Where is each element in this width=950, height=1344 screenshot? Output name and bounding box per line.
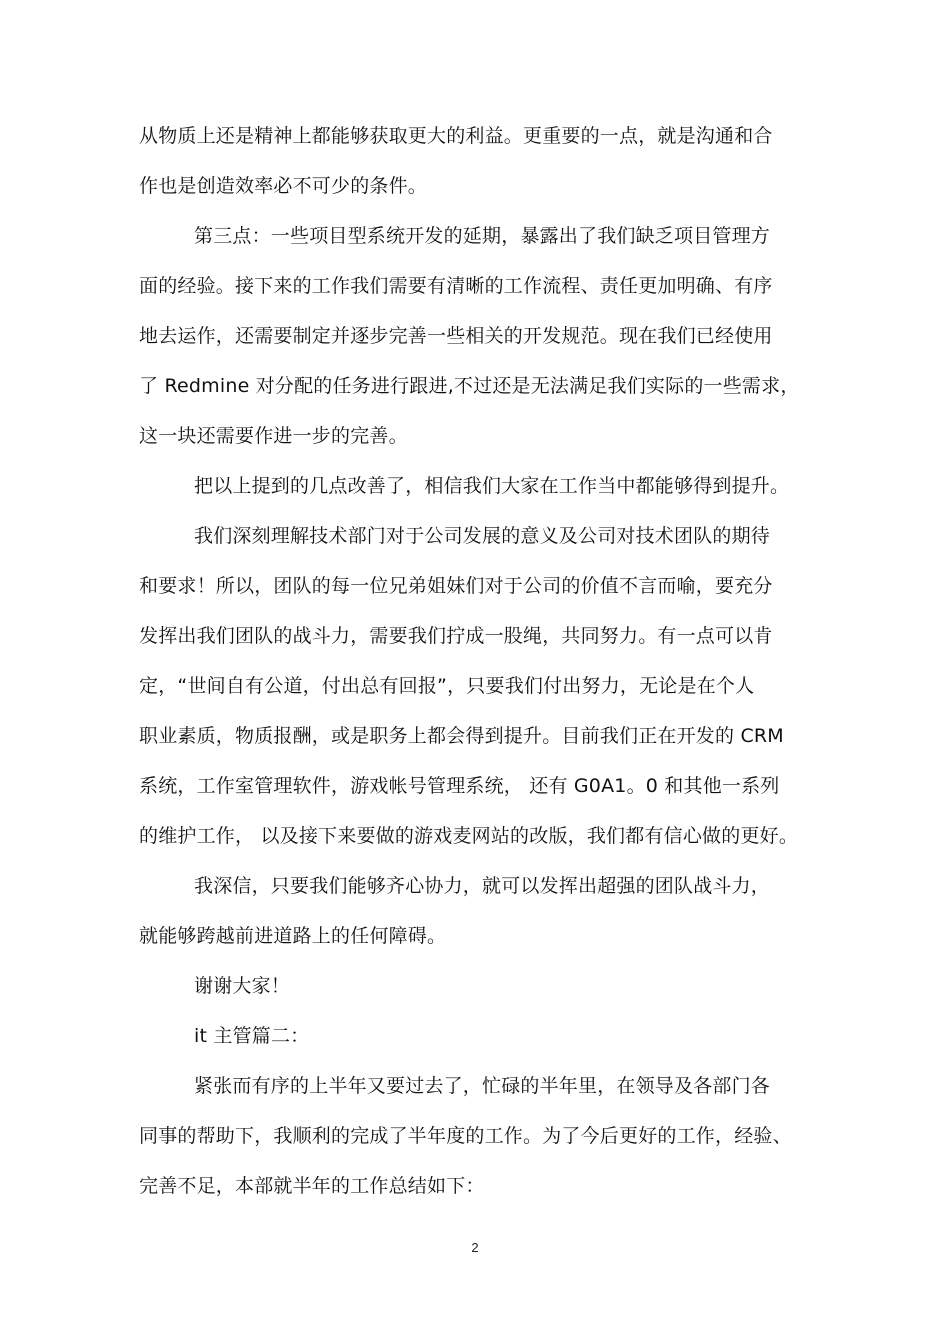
text-line: 和要求！所以，团队的每一位兄弟姐妹们对于公司的价值不言而喻，要充分 xyxy=(139,575,773,597)
page-number: 2 xyxy=(471,1240,479,1255)
text-line: 作也是创造效率必不可少的条件。 xyxy=(139,175,428,197)
text-line: 了 Redmine 对分配的任务进行跟进,不过还是无法满足我们实际的一些需求， xyxy=(139,375,800,397)
text-line: 就能够跨越前进道路上的任何障碍。 xyxy=(139,925,447,947)
paragraph-start: 第三点：一些项目型系统开发的延期，暴露出了我们缺乏项目管理方 xyxy=(194,225,771,247)
paragraph-start: 我深信，只要我们能够齐心协力，就可以发挥出超强的团队战斗力， xyxy=(194,875,771,897)
text-line: 系统，工作室管理软件，游戏帐号管理系统， 还有 G0A1。0 和其他一系列 xyxy=(139,775,780,797)
text-line: 从物质上还是精神上都能够获取更大的利益。更重要的一点，就是沟通和合 xyxy=(139,125,773,147)
section-heading: it 主管篇二： xyxy=(194,1025,310,1047)
text-line: 地去运作，还需要制定并逐步完善一些相关的开发规范。现在我们已经使用 xyxy=(139,325,773,347)
paragraph-start: 把以上提到的几点改善了，相信我们大家在工作当中都能够得到提升。 xyxy=(194,475,790,497)
thanks-line: 谢谢大家！ xyxy=(194,975,291,997)
text-line: 这一块还需要作进一步的完善。 xyxy=(139,425,408,447)
text-line: 职业素质，物质报酬，或是职务上都会得到提升。目前我们正在开发的 CRM xyxy=(139,725,784,747)
text-line: 面的经验。接下来的工作我们需要有清晰的工作流程、责任更加明确、有序 xyxy=(139,275,773,297)
text-line: 定，“世间自有公道，付出总有回报”，只要我们付出努力，无论是在个人 xyxy=(139,675,755,697)
paragraph-start: 紧张而有序的上半年又要过去了，忙碌的半年里，在领导及各部门各 xyxy=(194,1075,771,1097)
text-line: 同事的帮助下，我顺利的完成了半年度的工作。为了今后更好的工作，经验、 xyxy=(139,1125,792,1147)
text-line: 发挥出我们团队的战斗力，需要我们拧成一股绳，共同努力。有一点可以肯 xyxy=(139,625,773,647)
paragraph-start: 我们深刻理解技术部门对于公司发展的意义及公司对技术团队的期待 xyxy=(194,525,771,547)
text-line: 的维护工作， 以及接下来要做的游戏麦网站的改版，我们都有信心做的更好。 xyxy=(139,825,799,847)
text-line: 完善不足，本部就半年的工作总结如下： xyxy=(139,1175,485,1197)
